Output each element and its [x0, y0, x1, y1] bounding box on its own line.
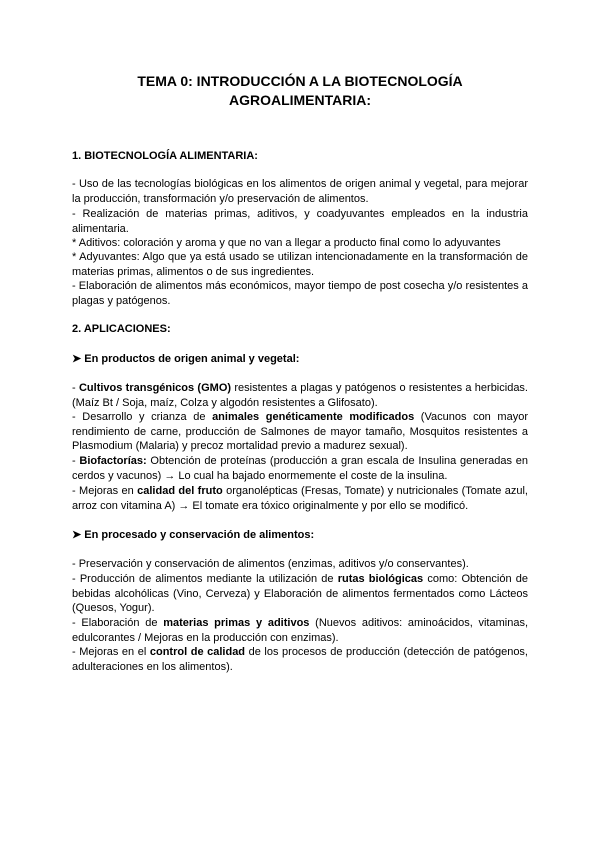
item-suffix: de los procesos de producción (detección de patógenos, adulteraciones en los alimentos). [72, 646, 528, 673]
subsection-2-item-4 [72, 645, 528, 674]
item-suffix: organolépticas (Fresas, Tomate) y nutricionales (Tomate azul, arroz con vitamina A) → El tomate era tóxico originalmente y por ello se modificó. [72, 485, 528, 512]
item-bold: calidad del fruto [137, 485, 223, 497]
subsection-1-item-1 [72, 381, 528, 410]
section-1-item-5: - Elaboración de alimentos más económicos, mayor tiempo de post cosecha y/o resistentes a plagas y patógenos. [72, 280, 528, 307]
subsection-2-item-3 [72, 616, 528, 645]
item-suffix: (Vacunos con mayor rendimiento de carne, producción de Salmones de mayor tamaño, Mosquitos resistentes a Plasmodium (Malaria) y precoz mortalidad previo a madurez sexual). [72, 411, 528, 452]
item-bold: Cultivos transgénicos (GMO) [78, 382, 232, 394]
item-bold: Biofactorías: [79, 455, 147, 467]
item-prefix: - [72, 455, 80, 467]
item-prefix: - Producción de alimentos mediante la utilización de [72, 573, 338, 585]
section-2-heading: 2. APLICACIONES: [72, 323, 171, 335]
section-1-item-2: - Realización de materias primas, aditivos, y coadyuvantes empleados en la industria alimentaria. [72, 208, 528, 235]
section-1-heading: 1. BIOTECNOLOGÍA ALIMENTARIA: [72, 150, 258, 162]
section-1-item-1: - Uso de las tecnologías biológicas en los alimentos de origen animal y vegetal, para mejorar la producción, transformación y/o preservación de alimentos. [72, 178, 528, 205]
section-1-item-4: * Adyuvantes: Algo que ya está usado se utilizan intencionadamente en la transformación de materias primas, alimentos o de sus ingredientes. [72, 251, 528, 278]
page-title-line-2: AGROALIMENTARIA: [228, 92, 372, 108]
subsection-1-item-2 [72, 410, 528, 454]
item-bold: control de calidad [149, 646, 246, 658]
subsection-1-item-3 [72, 454, 528, 483]
item-prefix: - Preservación y conservación de alimentos (enzimas, aditivos y/o conservantes). [72, 558, 469, 570]
section-1-item-3: * Aditivos: coloración y aroma y que no van a llegar a producto final como lo adyuvantes [72, 237, 501, 249]
item-suffix: Obtención de proteínas (producción a gran escala de Insulina generadas en cerdos y vacunos) → Lo cual ha bajado enormemente el coste de la insulina. [72, 455, 528, 482]
item-bold: rutas biológicas [337, 573, 424, 585]
subsection-1-heading: ➤ En productos de origen animal y vegetal: [72, 353, 300, 365]
item-bold: animales genéticamente modificados [212, 411, 415, 423]
page-title-line-1: TEMA 0: INTRODUCCIÓN A LA BIOTECNOLOGÍA [137, 73, 463, 89]
subsection-2-heading: ➤ En procesado y conservación de alimentos: [72, 529, 315, 541]
subsection-2-item-2 [72, 572, 528, 616]
subsection-1-item-4 [72, 484, 528, 513]
item-suffix: resistentes a plagas y patógenos o resistentes a herbicidas. (Maíz Bt / Soja, maíz, Colza y algodón resistentes a Glifosato). [72, 382, 528, 409]
item-suffix: como: Obtención de bebidas alcohólicas (Vino, Cerveza) y Elaboración de alimentos fermentados como Lácteos (Quesos, Yogur). [72, 573, 528, 614]
item-prefix: - Mejoras en [72, 485, 138, 497]
item-prefix: - Elaboración de [72, 617, 164, 629]
item-prefix: - [72, 382, 79, 394]
item-bold: materias primas y aditivos [163, 617, 310, 629]
item-suffix: (Nuevos aditivos: aminoácidos, vitaminas, edulcorantes / Mejoras en la producción con enzimas). [72, 617, 528, 644]
item-prefix: - Mejoras en el [72, 646, 150, 658]
subsection-2-item-1 [72, 557, 528, 572]
item-prefix: - Desarrollo y crianza de [72, 411, 213, 423]
